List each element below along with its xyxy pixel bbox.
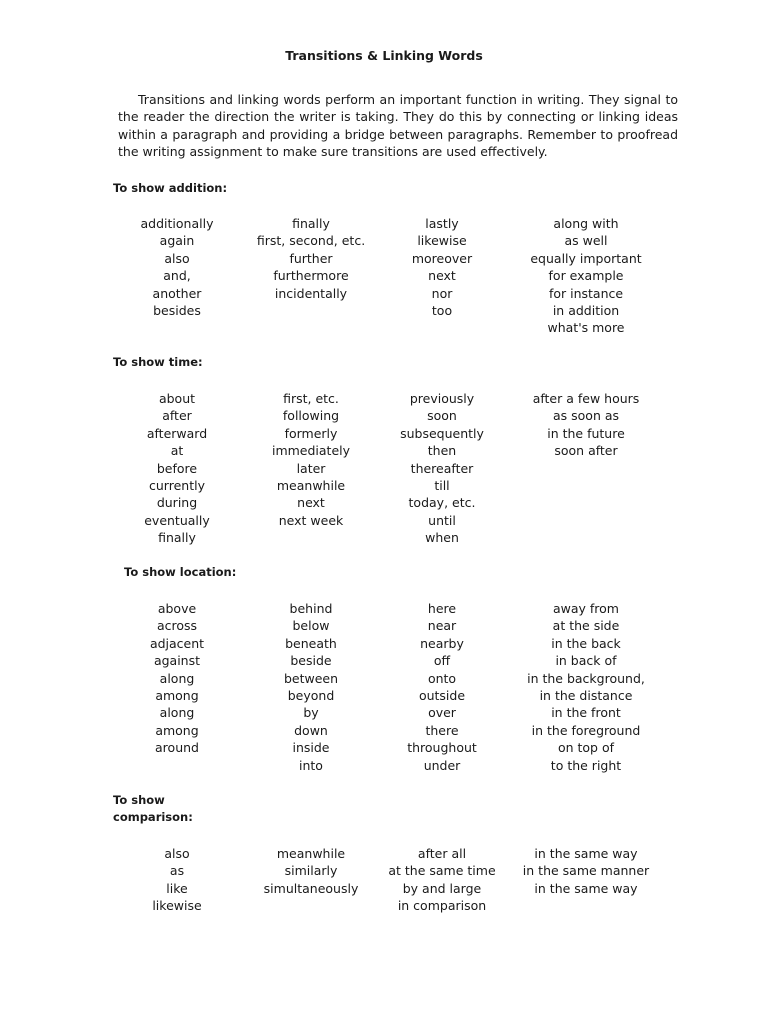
transition-word: along with: [553, 216, 619, 231]
transition-word: nearby: [420, 635, 464, 651]
transition-word: by: [303, 705, 319, 721]
transition-word: at: [170, 443, 184, 459]
transition-word: next week: [278, 512, 344, 528]
transition-word: adjacent: [149, 635, 205, 651]
transition-word: about: [158, 391, 196, 406]
transition-word: when: [425, 530, 459, 546]
word-column: [236, 845, 386, 897]
transition-word: later: [296, 460, 326, 476]
transition-word: besides: [153, 303, 201, 319]
transition-word: to the right: [550, 757, 622, 773]
transition-word: in back of: [555, 653, 617, 669]
word-column: [236, 600, 386, 774]
transition-word: beside: [290, 653, 332, 669]
word-column: [367, 215, 517, 319]
transition-word: in addition: [552, 303, 620, 319]
section-heading: To show location:: [124, 565, 237, 579]
transition-word: next: [297, 495, 325, 511]
transition-word: again: [159, 233, 195, 249]
transition-word: here: [427, 601, 457, 616]
word-column: [102, 845, 252, 915]
word-column: [511, 390, 661, 460]
transition-word: afterward: [146, 425, 208, 441]
transition-word: among: [155, 688, 199, 704]
transition-word: next: [428, 268, 456, 284]
transition-word: first, etc.: [283, 391, 339, 406]
transition-word: finally: [292, 216, 330, 231]
transition-word: at the same time: [388, 863, 496, 879]
transition-word: following: [282, 408, 340, 424]
transition-word: previously: [409, 391, 475, 406]
transition-word: for instance: [548, 285, 624, 301]
word-column: [236, 215, 386, 302]
word-column: [102, 600, 252, 757]
transition-word: beyond: [287, 688, 335, 704]
word-column: [511, 215, 661, 337]
section-heading: To show addition:: [113, 181, 228, 195]
transition-word: as: [169, 863, 185, 879]
transition-word: outside: [418, 688, 466, 704]
transition-word: equally important: [530, 250, 642, 266]
transition-word: into: [299, 757, 323, 773]
word-column: [367, 600, 517, 774]
transition-word: similarly: [284, 863, 338, 879]
transition-word: moreover: [411, 250, 473, 266]
transition-word: over: [428, 705, 456, 721]
transition-word: for example: [548, 268, 624, 284]
transition-word: in the front: [551, 705, 621, 721]
transition-word: after: [162, 408, 192, 424]
transition-word: around: [155, 740, 199, 756]
transition-word: before: [156, 460, 198, 476]
section-heading: To show time:: [113, 355, 203, 369]
transition-word: above: [157, 601, 197, 616]
word-column: [102, 390, 252, 547]
word-column: [511, 845, 661, 897]
transition-word: inside: [292, 740, 330, 756]
transition-word: until: [428, 512, 456, 528]
transition-word: onto: [427, 670, 457, 686]
transition-word: against: [153, 653, 201, 669]
transition-word: as well: [564, 233, 608, 249]
transition-word: on top of: [557, 740, 615, 756]
transition-word: further: [289, 250, 333, 266]
transition-word: during: [156, 495, 198, 511]
transition-word: subsequently: [400, 425, 484, 441]
transition-word: likewise: [417, 233, 467, 249]
transition-word: formerly: [284, 425, 338, 441]
transition-word: lastly: [425, 216, 459, 231]
transition-word: likewise: [152, 898, 202, 914]
transition-word: by and large: [402, 880, 482, 896]
transition-word: meanwhile: [276, 846, 346, 861]
transition-word: in the back: [551, 635, 621, 651]
transition-word: in the same manner: [522, 863, 650, 879]
transition-word: first, second, etc.: [256, 233, 366, 249]
transition-word: along: [159, 670, 195, 686]
transition-word: beneath: [285, 635, 337, 651]
transition-word: between: [283, 670, 339, 686]
transition-word: in comparison: [397, 898, 487, 914]
transition-word: then: [427, 443, 457, 459]
transition-word: incidentally: [274, 285, 348, 301]
transition-word: at the side: [552, 618, 620, 634]
transition-word: today, etc.: [408, 495, 476, 511]
word-column: [367, 845, 517, 915]
transition-word: in the same way: [534, 880, 638, 896]
transition-word: also: [164, 250, 190, 266]
transition-word: in the future: [547, 425, 625, 441]
transition-word: down: [294, 722, 328, 738]
transition-word: after all: [417, 846, 467, 861]
word-column: [511, 600, 661, 774]
transition-word: near: [427, 618, 457, 634]
transition-word: in the distance: [539, 688, 633, 704]
transition-word: among: [155, 722, 199, 738]
transition-word: immediately: [271, 443, 351, 459]
transition-word: currently: [149, 478, 205, 494]
transition-word: in the same way: [534, 846, 638, 861]
intro-paragraph: Transitions and linking words perform an important function in writing. They signal to the reader the direction the writer is taking. They do this by connecting or linking ideas within a paragraph and providing a bridge between paragraphs. Remember to proofread the writing assignment to make sure transitions are used effectively.: [118, 92, 678, 160]
section-heading: To show comparison:: [113, 793, 193, 825]
transition-word: after a few hours: [532, 391, 640, 406]
transition-word: what's more: [547, 320, 625, 336]
transition-word: there: [425, 722, 459, 738]
transition-word: till: [434, 478, 450, 494]
transition-word: in the foreground: [531, 722, 641, 738]
transition-word: in the background,: [527, 670, 645, 686]
transition-word: along: [159, 705, 195, 721]
page-title: Transitions & Linking Words: [285, 48, 483, 63]
transition-word: thereafter: [410, 460, 474, 476]
transition-word: finally: [158, 530, 196, 546]
transition-word: soon: [427, 408, 457, 424]
transition-word: too: [431, 303, 453, 319]
transition-word: also: [164, 846, 190, 861]
transition-word: throughout: [407, 740, 477, 756]
transition-word: soon after: [554, 443, 618, 459]
transition-word: simultaneously: [263, 880, 359, 896]
transition-word: furthermore: [273, 268, 349, 284]
word-column: [367, 390, 517, 547]
transition-word: meanwhile: [276, 478, 346, 494]
word-column: [236, 390, 386, 529]
transition-word: off: [433, 653, 451, 669]
transition-word: below: [292, 618, 330, 634]
transition-word: away from: [552, 601, 619, 616]
transition-word: behind: [289, 601, 333, 616]
transition-word: under: [423, 757, 461, 773]
transition-word: nor: [431, 285, 453, 301]
transition-word: additionally: [140, 216, 214, 231]
transition-word: across: [156, 618, 198, 634]
transition-word: as soon as: [552, 408, 620, 424]
transition-word: another: [152, 285, 202, 301]
transition-word: eventually: [144, 512, 210, 528]
transition-word: like: [166, 880, 188, 896]
transition-word: and,: [163, 268, 191, 284]
word-column: [102, 215, 252, 319]
